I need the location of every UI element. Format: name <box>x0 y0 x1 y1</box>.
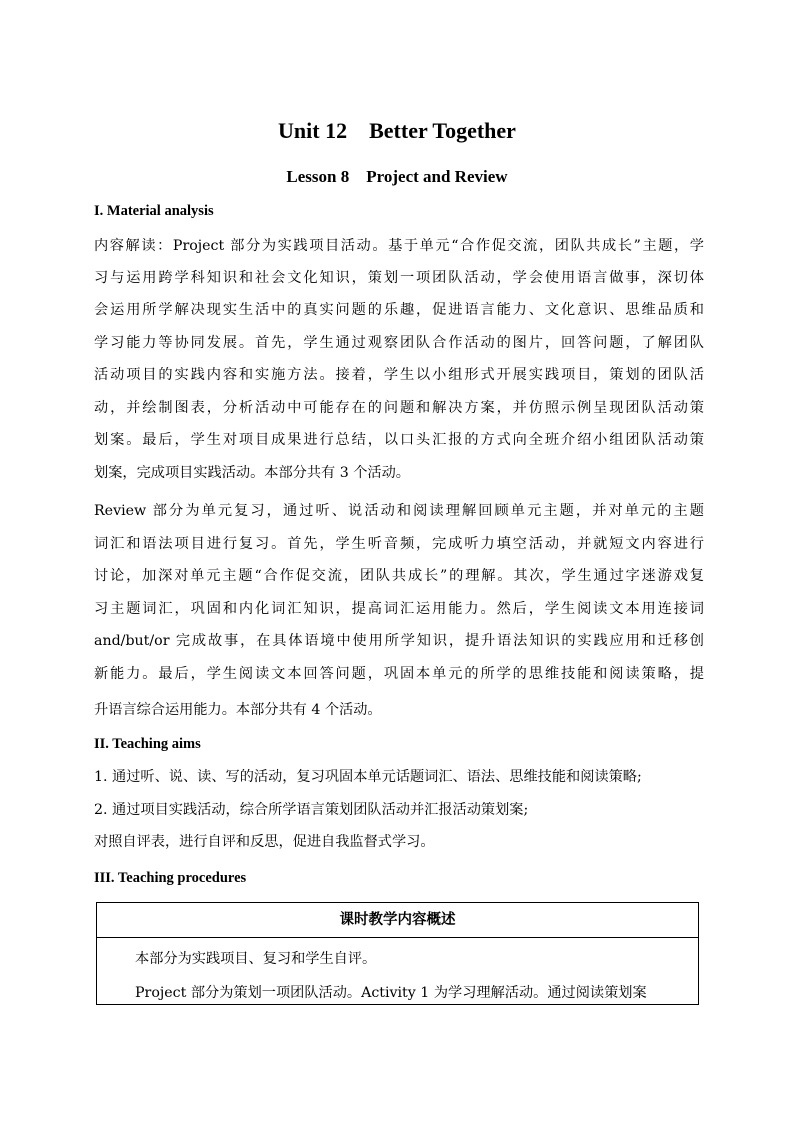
paragraph-line: 内容解读：Project 部分为实践项目活动。基于单元“合作促交流，团队共成长”主题，学 <box>94 238 704 254</box>
paragraph-line: Review 部分为单元复习，通过听、说活动和阅读理解回顾单元主题，并对单元的主题 <box>94 503 704 519</box>
section-heading-teaching-aims: II. Teaching aims <box>94 736 201 752</box>
table-header: 课时教学内容概述 <box>97 903 698 938</box>
paragraph-line: and/but/or 完成故事，在具体语境中使用所学知识，提升语法知识的实践应用和迁移创 <box>94 633 704 649</box>
paragraph-line: 习与运用跨学科知识和社会文化知识，策划一项团队活动，学会使用语言做事，深切体 <box>94 270 704 286</box>
paragraph-line: 会运用所学解决现实生活中的真实问题的乐趣，促进语言能力、文化意识、思维品质和 <box>94 302 704 318</box>
unit-title: Unit 12 Better Together <box>278 118 516 143</box>
paragraph-line: 习主题词汇，巩固和内化词汇知识，提高词汇运用能力。然后，学生阅读文本用连接词 <box>94 601 704 617</box>
paragraph-line: 词汇和语法项目进行复习。首先，学生听音频，完成听力填空活动，并就短文内容进行 <box>94 536 704 552</box>
table-cell-line: 本部分为实践项目、复习和学生自评。 <box>135 951 377 967</box>
lesson-title: Lesson 8 Project and Review <box>286 167 508 186</box>
aim-item: 2. 通过项目实践活动，综合所学语言策划团队活动并汇报活动策划案; <box>94 802 529 818</box>
aim-item: 1. 通过听、说、读、写的活动，复习巩固本单元话题词汇、语法、思维技能和阅读策略; <box>94 769 642 785</box>
section-heading-teaching-procedures: III. Teaching procedures <box>94 870 247 886</box>
procedures-table <box>96 902 699 1005</box>
paragraph-line: 活动项目的实践内容和实施方法。接着，学生以小组形式开展实践项目，策划的团队活 <box>94 367 704 383</box>
aim-item: 对照自评表，进行自评和反思，促进自我监督式学习。 <box>94 834 435 850</box>
paragraph-line: 讨论，加深对单元主题“合作促交流，团队共成长”的理解。其次，学生通过字迷游戏复 <box>94 568 704 584</box>
paragraph-line: 学习能力等协同发展。首先，学生通过观察团队合作活动的图片，回答问题，了解团队 <box>94 335 704 351</box>
paragraph-line: 划案，完成项目实践活动。本部分共有 3 个活动。 <box>94 465 410 481</box>
table-cell-line: Project 部分为策划一项团队活动。Activity 1 为学习理解活动。通过阅读策划案 <box>135 985 647 1001</box>
paragraph-line: 划案。最后，学生对项目成果进行总结，以口头汇报的方式向全班介绍小组团队活动策 <box>94 432 704 448</box>
section-heading-material-analysis: I. Material analysis <box>94 203 214 219</box>
paragraph-line: 升语言综合运用能力。本部分共有 4 个活动。 <box>94 702 382 718</box>
paragraph-line: 新能力。最后，学生阅读文本回答问题，巩固本单元的所学的思维技能和阅读策略，提 <box>94 666 704 682</box>
paragraph-line: 动，并绘制图表，分析活动中可能存在的问题和解决方案，并仿照示例呈现团队活动策 <box>94 400 704 416</box>
